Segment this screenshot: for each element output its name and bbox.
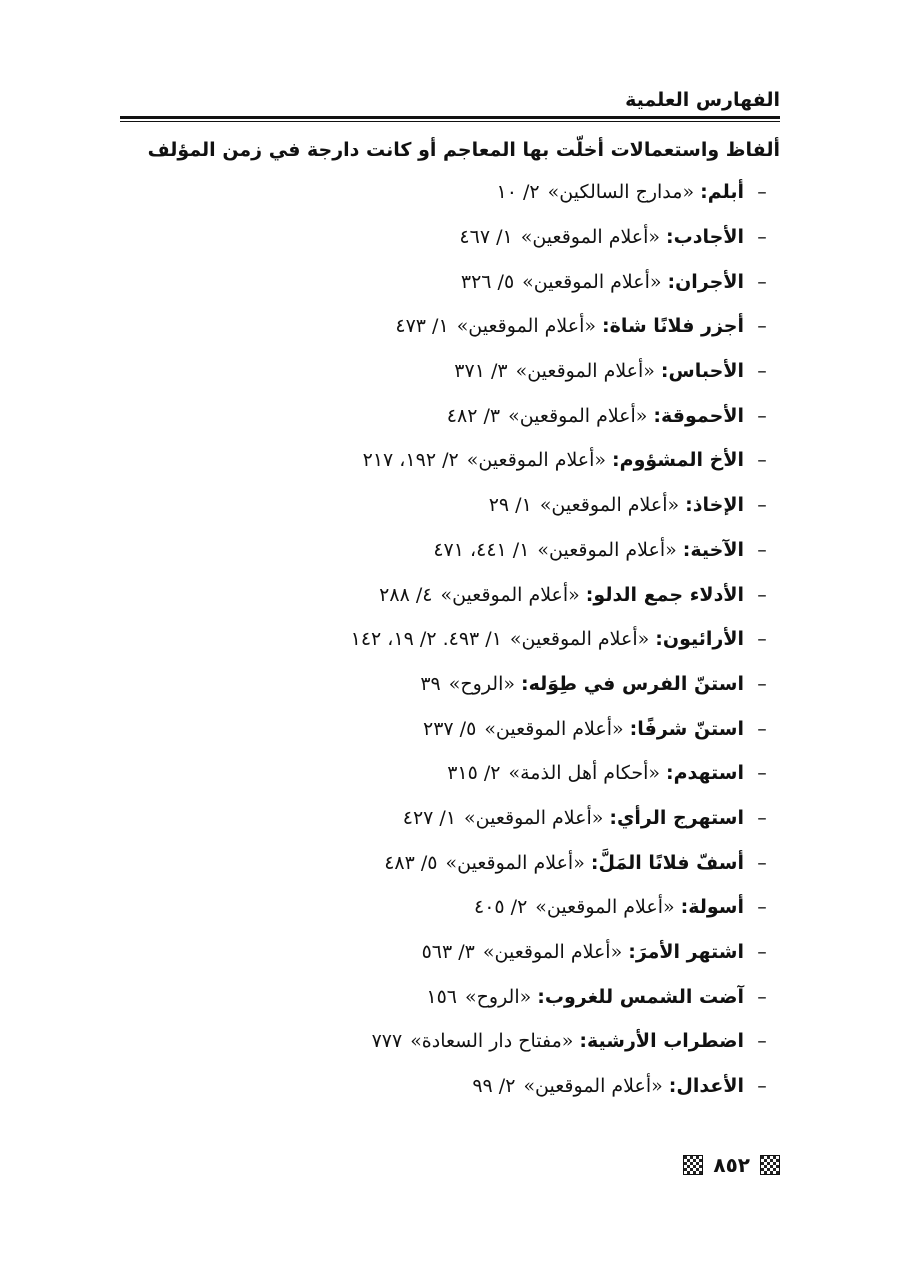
entry-term: الأجران	[675, 270, 744, 293]
entry-dash: –	[757, 181, 767, 204]
page-footer	[683, 1153, 780, 1177]
entry-separator: :	[602, 315, 610, 338]
entry-reference: ٥/ ٣٢٦	[460, 270, 515, 293]
entry-reference: ٢/ ١٠	[496, 181, 540, 204]
entry-dash: –	[757, 1030, 767, 1053]
entry-book-title: «الروح»	[465, 985, 532, 1008]
index-entry	[351, 796, 780, 841]
entry-reference: ١/ ٤٤١، ٤٧١	[433, 538, 530, 561]
entry-reference: ٢/ ٣١٥	[447, 762, 501, 785]
entry-term: أجزر فلانًا شاة	[609, 315, 744, 338]
entry-reference: ٢/ ٩٩	[472, 1075, 516, 1098]
entry-term: الأدلاء جمع الدلو	[593, 583, 744, 606]
running-header	[625, 88, 780, 112]
entry-dash: –	[757, 672, 767, 695]
entry-term: استنّ شرفًا	[637, 717, 744, 740]
entry-separator: :	[579, 1030, 588, 1053]
index-entry	[351, 974, 780, 1019]
entry-separator: :	[665, 762, 674, 785]
entry-book-title: «أعلام الموقعين»	[440, 583, 580, 606]
entry-term: الأعدال	[676, 1075, 744, 1098]
index-entry	[351, 885, 780, 930]
entry-dash: –	[757, 628, 767, 651]
entry-separator: :	[682, 538, 691, 561]
ornament-icon	[760, 1155, 780, 1175]
index-entry	[351, 572, 780, 617]
entry-separator: :	[609, 806, 617, 829]
entry-term: الآخية	[690, 538, 744, 561]
index-entry	[351, 751, 780, 796]
entry-book-title: «أعلام الموقعين»	[520, 226, 661, 249]
index-entry	[351, 438, 780, 483]
entry-book-title: «أعلام الموقعين»	[482, 941, 623, 964]
index-entry	[351, 1064, 780, 1109]
section-title: ألفاظ واستعمالات أخلّت بها المعاجم أو كانت دارجة في زمن المؤلف	[147, 139, 780, 161]
entry-reference: ٣/ ٤٨٢	[446, 404, 501, 427]
entry-reference: ٤/ ٢٨٨	[379, 583, 433, 606]
entry-reference: ١/ ٤٢٧	[402, 806, 457, 829]
index-entry	[351, 617, 780, 662]
header-rule-thick	[120, 116, 780, 119]
entry-separator: :	[655, 628, 663, 651]
entry-separator: :	[660, 360, 669, 383]
entry-dash: –	[757, 226, 767, 249]
entry-reference: ١٥٦	[426, 985, 457, 1008]
entry-term: اضطراب الأرشية	[587, 1030, 744, 1053]
index-entry	[351, 1019, 780, 1064]
page-number: ٨٥٢	[713, 1153, 750, 1177]
entry-dash: –	[757, 1075, 767, 1098]
entry-book-title: «مفتاح دار السعادة»	[410, 1030, 574, 1053]
index-entry	[351, 215, 780, 260]
index-entry	[351, 483, 780, 528]
entry-separator: :	[667, 270, 676, 293]
entry-separator: :	[521, 672, 529, 695]
entry-book-title: «أعلام الموقعين»	[535, 896, 675, 919]
entry-book-title: «أعلام الموقعين»	[509, 628, 650, 651]
entry-term: أسفّ فلانًا المَلَّ	[598, 851, 744, 874]
entry-term: أسولة	[688, 896, 744, 919]
entry-reference: ١/ ٤٦٧	[459, 226, 513, 249]
entry-dash: –	[757, 538, 767, 561]
entry-reference: ٧٧٧	[371, 1030, 403, 1053]
entry-dash: –	[757, 851, 767, 874]
entry-dash: –	[757, 762, 767, 785]
entry-reference: ٢/ ١٩٢، ٢١٧	[362, 449, 459, 472]
entry-book-title: «أعلام الموقعين»	[537, 538, 677, 561]
index-entry	[351, 706, 780, 751]
entry-separator: :	[537, 985, 545, 1008]
entry-book-title: «أعلام الموقعين»	[523, 1075, 663, 1098]
entry-term: الأرائيون	[662, 628, 744, 651]
index-entry	[351, 349, 780, 394]
entry-book-title: «مدارج السالكين»	[547, 181, 695, 204]
entry-term: الأحموقة	[661, 404, 744, 427]
entry-reference: ١/ ٤٩٣. ٢/ ١٩، ١٤٢	[350, 628, 502, 651]
entry-book-title: «أعلام الموقعين»	[515, 360, 655, 383]
entry-dash: –	[757, 717, 767, 740]
entry-dash: –	[757, 941, 767, 964]
entry-separator: :	[700, 181, 708, 204]
entry-dash: –	[757, 494, 767, 517]
entry-term: اشتهر الأمرَ	[635, 941, 744, 964]
entry-term: أبلم	[707, 181, 744, 204]
entry-book-title: «أحكام أهل الذمة»	[508, 762, 660, 785]
entry-term: الأحباس	[668, 360, 744, 383]
index-entry	[351, 393, 780, 438]
entry-dash: –	[757, 583, 767, 606]
entry-book-title: «الروح»	[448, 672, 515, 695]
entry-reference: ١/ ٤٧٣	[395, 315, 449, 338]
entry-reference: ٥/ ٢٣٧	[423, 717, 477, 740]
entry-dash: –	[757, 985, 767, 1008]
entry-reference: ٥/ ٤٨٣	[384, 851, 438, 874]
entry-separator: :	[685, 494, 693, 517]
index-entry	[351, 840, 780, 885]
entry-term: الإخاذ	[692, 494, 744, 517]
entry-reference: ٣٩	[420, 672, 441, 695]
entry-term: استهدم	[673, 762, 744, 785]
entry-book-title: «أعلام الموقعين»	[466, 449, 607, 472]
entry-term: الأخ المشؤوم	[619, 449, 744, 472]
entry-separator: :	[653, 404, 662, 427]
index-entries-list	[351, 170, 780, 1108]
entry-dash: –	[757, 896, 767, 919]
entry-dash: –	[757, 449, 767, 472]
entry-book-title: «أعلام الموقعين»	[464, 806, 604, 829]
entry-separator: :	[585, 583, 594, 606]
entry-book-title: «أعلام الموقعين»	[445, 851, 585, 874]
index-entry	[351, 170, 780, 215]
entry-dash: –	[757, 270, 767, 293]
index-entry	[351, 304, 780, 349]
index-entry	[351, 662, 780, 707]
entry-dash: –	[757, 806, 767, 829]
entry-term: استهرج الرأي	[616, 806, 744, 829]
entry-dash: –	[757, 315, 767, 338]
ornament-icon	[683, 1155, 703, 1175]
entry-separator: :	[666, 226, 674, 249]
entry-separator: :	[590, 851, 599, 874]
entry-book-title: «أعلام الموقعين»	[484, 717, 624, 740]
entry-separator: :	[680, 896, 689, 919]
entry-dash: –	[757, 404, 767, 427]
entry-book-title: «أعلام الموقعين»	[456, 315, 597, 338]
entry-term: استنّ الفرس في طِوَله	[528, 672, 744, 695]
entry-book-title: «أعلام الموقعين»	[539, 494, 680, 517]
entry-reference: ٢/ ٤٠٥	[473, 896, 528, 919]
header-rule-thin	[120, 121, 780, 122]
entry-reference: ٣/ ٣٧١	[454, 360, 508, 383]
entry-term: الأجادب	[673, 226, 744, 249]
entry-reference: ٣/ ٥٦٣	[421, 941, 475, 964]
entry-separator: :	[629, 717, 638, 740]
entry-term: آضت الشمس للغروب	[544, 985, 744, 1008]
entry-separator: :	[628, 941, 636, 964]
entry-dash: –	[757, 360, 767, 383]
entry-reference: ١/ ٢٩	[488, 494, 532, 517]
running-header-title: الفهارس العلمية	[625, 89, 780, 111]
entry-separator: :	[668, 1075, 677, 1098]
entry-book-title: «أعلام الموقعين»	[522, 270, 662, 293]
index-entry	[351, 259, 780, 304]
entry-separator: :	[612, 449, 620, 472]
index-entry	[351, 528, 780, 573]
entry-book-title: «أعلام الموقعين»	[508, 404, 648, 427]
index-entry	[351, 930, 780, 975]
